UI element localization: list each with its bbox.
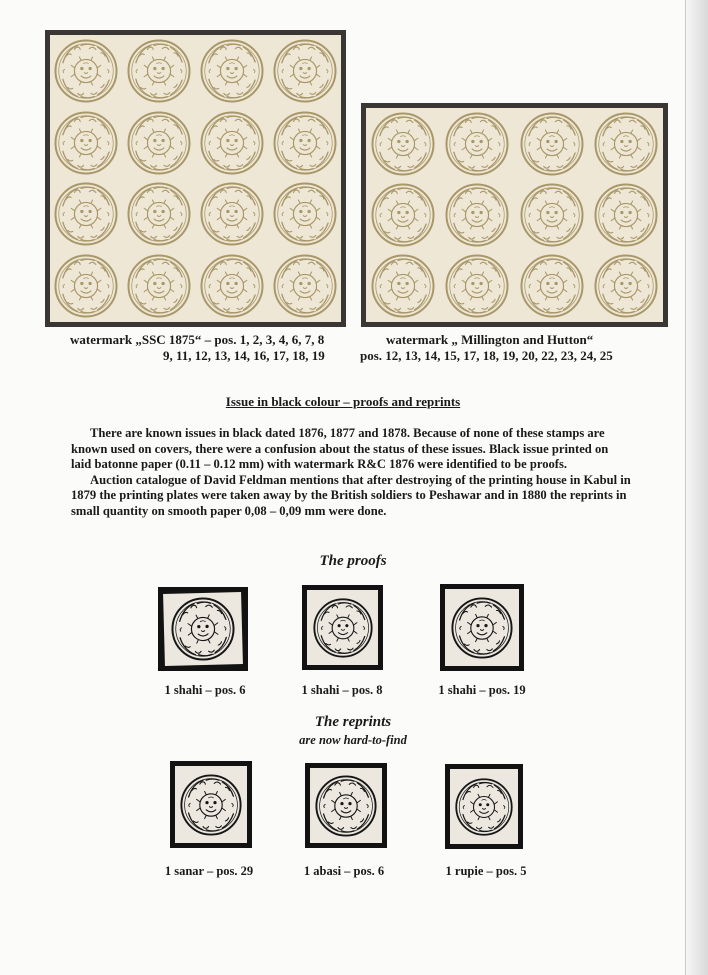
block-stamp xyxy=(50,107,123,179)
block-stamp xyxy=(50,35,123,107)
stamp-grid-ssc-1875 xyxy=(50,35,341,322)
stamp-design-black xyxy=(314,774,378,838)
block-stamp xyxy=(440,251,514,322)
block-caption-ssc-line2: 9, 11, 12, 13, 14, 16, 17, 18, 19 xyxy=(163,348,325,363)
block-stamp xyxy=(515,179,589,250)
block-stamp xyxy=(366,108,440,179)
stamp-block-ssc-1875 xyxy=(45,30,346,327)
block-stamp xyxy=(196,35,269,107)
block-stamp xyxy=(589,108,663,179)
reprint-label-1: 1 sanar – pos. 29 xyxy=(164,864,254,878)
block-caption-millington-line2: pos. 12, 13, 14, 15, 17, 18, 19, 20, 22, 23, 24, 25 xyxy=(360,348,613,363)
page-edge-shadow xyxy=(686,0,708,975)
reprints-subtitle: are now hard-to-find xyxy=(299,733,407,747)
block-stamp xyxy=(589,179,663,250)
block-stamp xyxy=(440,108,514,179)
proof-stamp-1 xyxy=(158,587,248,671)
block-stamp xyxy=(440,179,514,250)
block-stamp xyxy=(366,251,440,322)
block-stamp xyxy=(268,107,341,179)
block-stamp xyxy=(366,179,440,250)
block-stamp xyxy=(196,179,269,251)
stamp-design-black xyxy=(454,777,514,837)
body-text xyxy=(71,426,631,520)
stamp-block-millington-hutton xyxy=(361,103,668,327)
paragraph-2: Auction catalogue of David Feldman mentions that after destroying of the printing house in Kabul in 1879 the printing plates were taken away by the British soldiers to Peshawar and in 1880 the reprints in small quantity on smooth paper 0,08 – 0,09 mm were done. xyxy=(71,472,631,518)
proof-stamp-3 xyxy=(440,584,524,671)
paragraph-1: There are known issues in black dated 1876, 1877 and 1878. Because of none of these stamps are known used on covers, there were a confusion about the status of these issues. Black issue printed on laid batonne paper (0.11 – 0.12 mm) with watermark R&C 1876 were identified to be proofs. xyxy=(71,426,609,472)
block-stamp xyxy=(268,179,341,251)
reprint-stamp-2 xyxy=(305,763,387,848)
block-stamp xyxy=(196,107,269,179)
stamp-grid-millington-hutton xyxy=(366,108,663,322)
stamp-design-black xyxy=(179,773,243,837)
block-stamp xyxy=(515,251,589,322)
proof-label-1: 1 shahi – pos. 6 xyxy=(164,683,246,697)
block-stamp xyxy=(123,179,196,251)
proofs-title: The proofs xyxy=(319,553,387,569)
reprint-stamp-3 xyxy=(445,764,523,849)
reprints-title: The reprints xyxy=(314,714,392,730)
block-stamp xyxy=(123,250,196,322)
stamp-design-black xyxy=(312,597,374,659)
block-caption-ssc-line1: watermark „SSC 1875“ – pos. 1, 2, 3, 4, 6, 7, 8 xyxy=(70,332,325,347)
reprint-label-2: 1 abasi – pos. 6 xyxy=(303,864,385,878)
stamp-design-black xyxy=(450,596,514,660)
block-stamp xyxy=(123,35,196,107)
block-stamp xyxy=(50,179,123,251)
reprint-label-3: 1 rupie – pos. 5 xyxy=(445,864,527,878)
block-stamp xyxy=(589,251,663,322)
proof-label-2: 1 shahi – pos. 8 xyxy=(301,683,383,697)
block-caption-millington-line1: watermark „ Millington and Hutton“ xyxy=(386,332,594,347)
block-stamp xyxy=(268,35,341,107)
block-stamp xyxy=(268,250,341,322)
block-stamp xyxy=(123,107,196,179)
block-stamp xyxy=(515,108,589,179)
block-stamp xyxy=(50,250,123,322)
stamp-design-black xyxy=(169,595,237,663)
reprint-stamp-1 xyxy=(170,761,252,848)
proof-label-3: 1 shahi – pos. 19 xyxy=(438,683,526,697)
section-heading: Issue in black colour – proofs and reprints xyxy=(225,394,461,409)
block-stamp xyxy=(196,250,269,322)
proof-stamp-2 xyxy=(302,585,383,670)
